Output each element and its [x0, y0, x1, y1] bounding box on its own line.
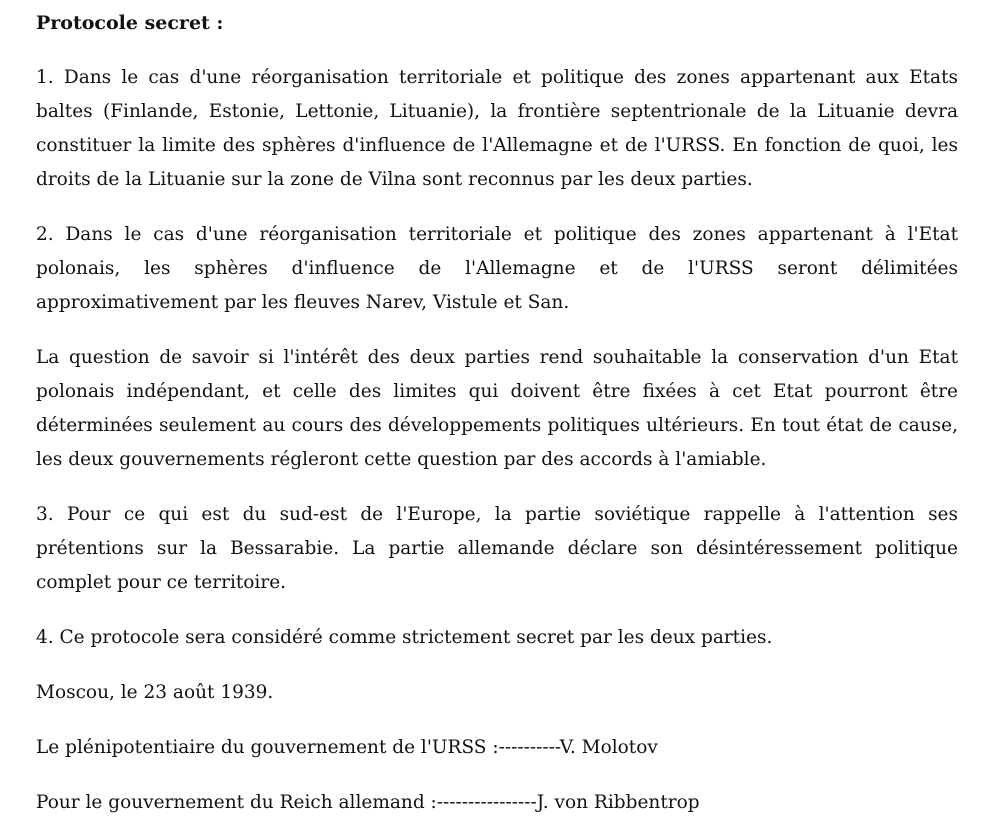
paragraph-article-2-continued: La question de savoir si l'intérêt des deux parties rend souhaitable la conservation d'un Etat polonais indépendant, et celle des limites qui doivent être fixées à cet Etat pourront être déterminées seulement au cours des développements politiques ultérieurs. En tout état de cause, les deux gouvernements régleront cette question par des accords à l'amiable. — [36, 347, 958, 470]
paragraph-article-3: 3. Pour ce qui est du sud-est de l'Europe, la partie soviétique rappelle à l'attention ses prétentions sur la Bessarabie. La partie allemande déclare son désintéressement politique complet pour ce territoire. — [36, 504, 958, 593]
document-heading: Protocole secret : — [36, 12, 224, 34]
date-line: Moscou, le 23 août 1939. — [36, 682, 274, 703]
paragraph-article-2: 2. Dans le cas d'une réorganisation territoriale et politique des zones appartenant à l'Etat polonais, les sphères d'influence de l'Allemagne et de l'URSS seront délimitées approximativement par les fleuves Narev, Vistule et San. — [36, 224, 958, 313]
signature-molotov: Le plénipotentiaire du gouvernement de l'URSS :----------V. Molotov — [36, 737, 658, 758]
paragraph-article-4: 4. Ce protocole sera considéré comme strictement secret par les deux parties. — [36, 627, 773, 648]
signature-ribbentrop: Pour le gouvernement du Reich allemand :----------------J. von Ribbentrop — [36, 792, 700, 813]
paragraph-article-1: 1. Dans le cas d'une réorganisation territoriale et politique des zones appartenant aux Etats baltes (Finlande, Estonie, Lettonie, Lituanie), la frontière septentrionale de la Lituanie devra constituer la limite des sphères d'influence de l'Allemagne et de l'URSS. En fonction de quoi, les droits de la Lituanie sur la zone de Vilna sont reconnus par les deux parties. — [36, 67, 958, 190]
